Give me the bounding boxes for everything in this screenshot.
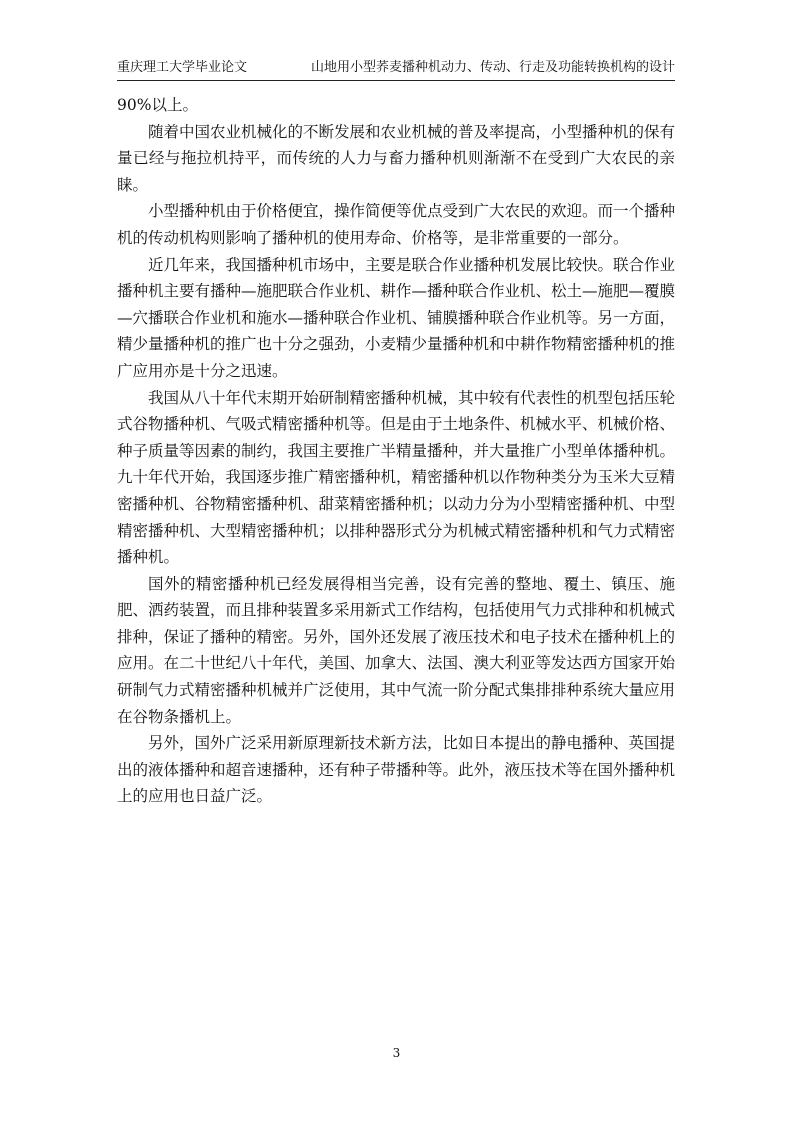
paragraph: 随着中国农业机械化的不断发展和农业机械的普及率提高，小型播种机的保有量已经与拖拉机持平，而传统的人力与畜力播种机则渐渐不在受到广大农民的亲睐。 (117, 122, 676, 194)
paragraph: 我国从八十年代末期开始研制精密播种机械，其中较有代表性的机型包括压轮式谷物播种机、气吸式精密播种机等。但是由于土地条件、机械水平、机械价格、种子质量等因素的制约，我国主要推广半精量播种，并大量推广小型单体播种机。九十年代开始，我国逐步推广精密播种机，精密播种机以作物种类分为玉米大豆精密播种机、谷物精密播种机、甜菜精密播种机；以动力分为小型精密播种机、中型精密播种机、大型精密播种机；以排种器形式分为机械式精密播种机和气力式精密播种机。 (117, 388, 676, 567)
paragraph: 近几年来，我国播种机市场中，主要是联合作业播种机发展比较快。联合作业播种机主要有播种—施肥联合作业机、耕作—播种联合作业机、松土—施肥—覆膜—穴播联合作业机和施水—播种联合作业机、铺膜播种联合作业机等。另一方面，精少量播种机的推广也十分之强劲，小麦精少量播种机和中耕作物精密播种机的推广应用亦是十分之迅速。 (117, 255, 676, 380)
paragraph: 另外，国外广泛采用新原理新技术新方法，比如日本提出的静电播种、英国提出的液体播种和超音速播种，还有种子带播种等。此外，液压技术等在国外播种机上的应用也日益广泛。 (117, 734, 676, 806)
page-number: 3 (392, 1046, 401, 1060)
paragraph-continuation: 90%以上。 (117, 96, 198, 114)
page-header (117, 56, 675, 81)
paragraph: 国外的精密播种机已经发展得相当完善，设有完善的整地、覆土、镇压、施肥、洒药装置，而且排种装置多采用新式工作结构，包括使用气力式排种和机械式排种，保证了播种的精密。另外，国外还发展了液压技术和电子技术在播种机上的应用。在二十世纪八十年代，美国、加拿大、法国、澳大利亚等发达西方国家开始研制气力式精密播种机械并广泛使用，其中气流一阶分配式集排排种系统大量应用在谷物条播机上。 (117, 574, 676, 726)
paragraph: 小型播种机由于价格便宜，操作简便等优点受到广大农民的欢迎。而一个播种机的传动机构则影响了播种机的使用寿命、价格等，是非常重要的一部分。 (117, 202, 676, 247)
thesis-title-header: 山地用小型荞麦播种机动力、传动、行走及功能转换机构的设计 (310, 60, 675, 75)
thesis-header-left: 重庆理工大学毕业论文 (117, 60, 248, 75)
body-text (117, 92, 675, 810)
